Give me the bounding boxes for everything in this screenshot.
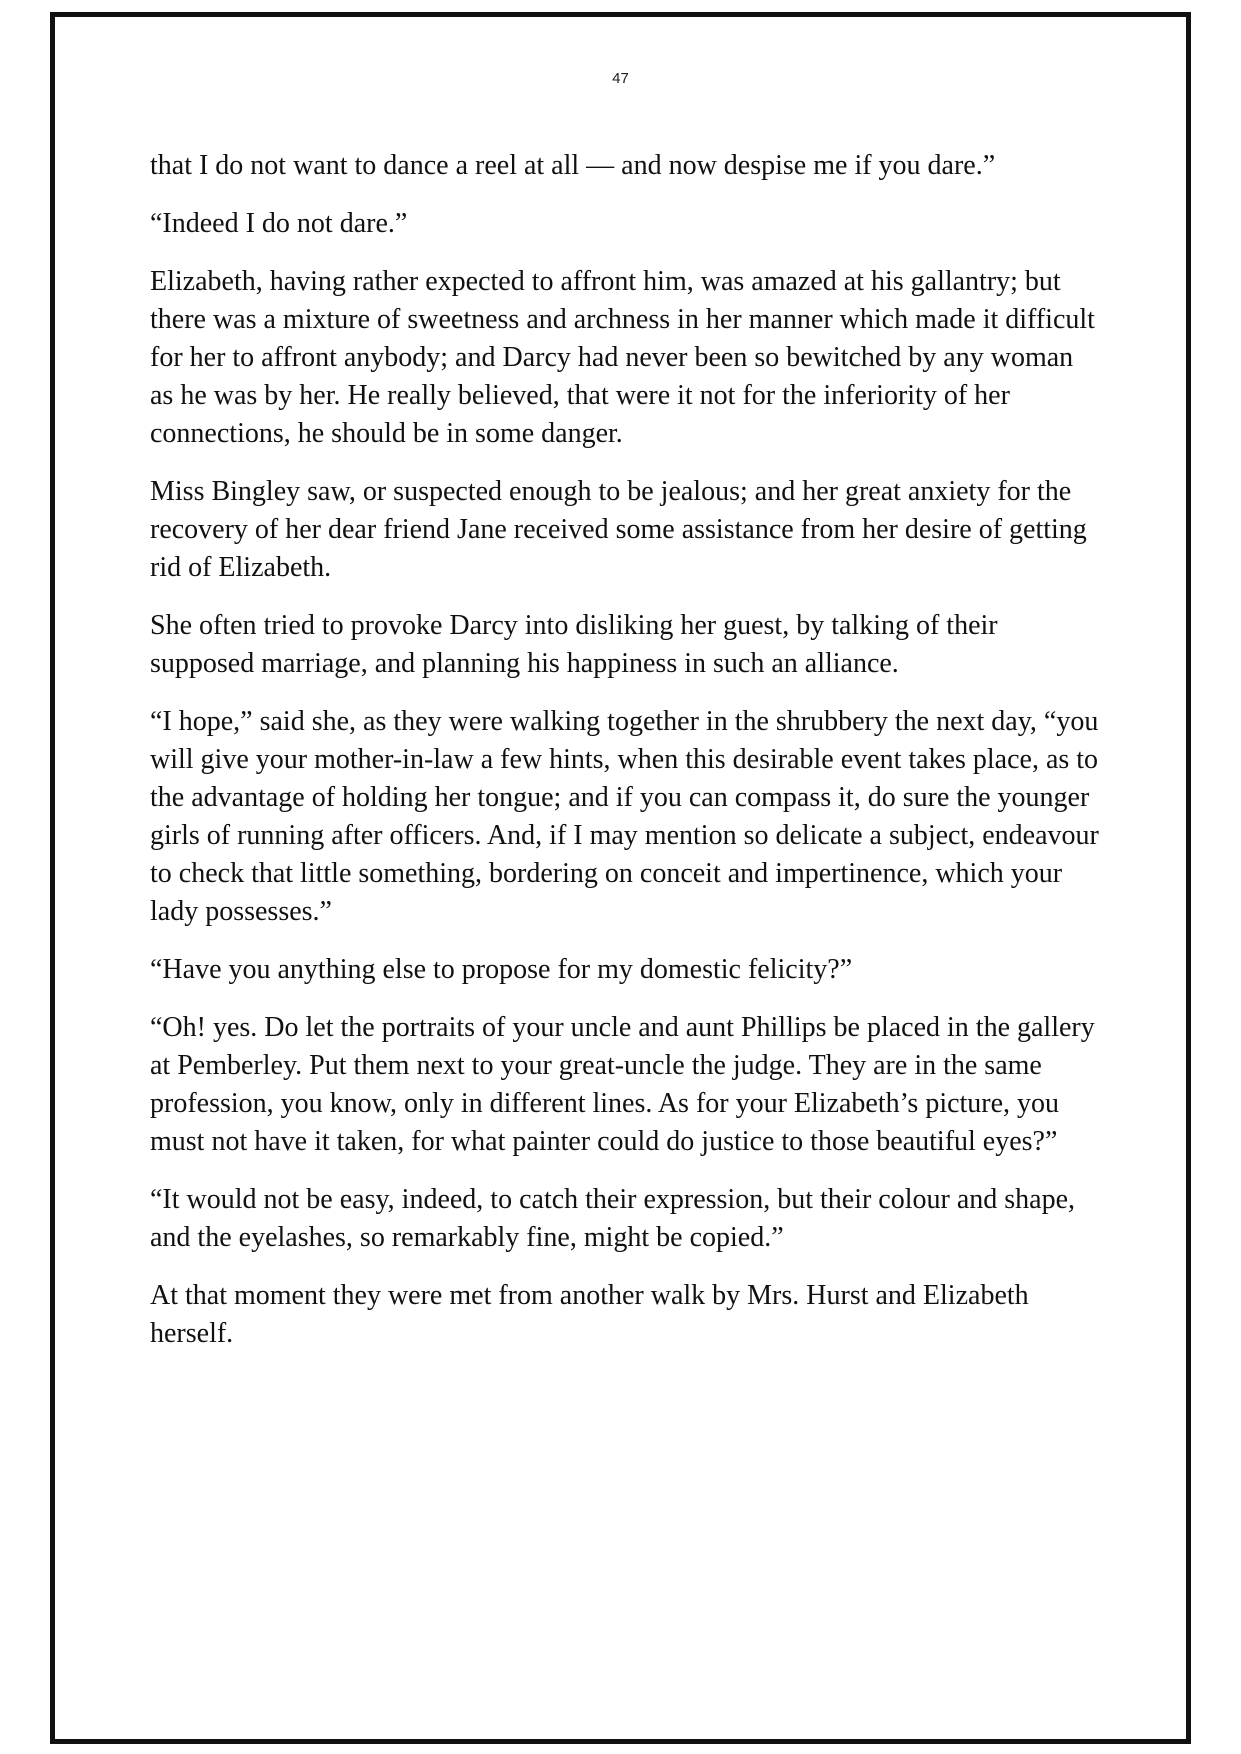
paragraph: “Indeed I do not dare.” <box>150 208 408 239</box>
paragraph: She often tried to provoke Darcy into disliking her guest, by talking of their supposed marriage, and planning his happiness in such an alliance. <box>150 610 998 679</box>
paragraph: “I hope,” said she, as they were walking together in the shrubbery the next day, “you will give your mother-in-law a few hints, when this desirable event takes place, as to the advantage of holding her tongue; and if you can compass it, do sure the younger girls of running after officers. And, if I may mention so delicate a subject, endeavour to check that little something, bordering on conceit and impertinence, which your lady possesses.” <box>150 706 1099 927</box>
body-text <box>150 147 1100 1373</box>
paragraph: Elizabeth, having rather expected to affront him, was amazed at his gallantry; but there was a mixture of sweetness and archness in her manner which made it difficult for her to affront anybody; and Darcy had never been so bewitched by any woman as he was by her. He really believed, that were it not for the inferiority of her connections, he should be in some danger. <box>150 266 1095 449</box>
paragraph: “It would not be easy, indeed, to catch their expression, but their colour and shape, and the eyelashes, so remarkably fine, might be copied.” <box>150 1184 1076 1253</box>
paragraph: At that moment they were met from another walk by Mrs. Hurst and Elizabeth herself. <box>150 1280 1029 1349</box>
paragraph: Miss Bingley saw, or suspected enough to be jealous; and her great anxiety for the recovery of her dear friend Jane received some assistance from her desire of getting rid of Elizabeth. <box>150 476 1087 583</box>
paragraph: that I do not want to dance a reel at all — and now despise me if you dare.” <box>150 150 996 181</box>
paragraph: “Have you anything else to propose for my domestic felicity?” <box>150 954 853 985</box>
page-number: 47 <box>612 70 629 87</box>
paragraph: “Oh! yes. Do let the portraits of your uncle and aunt Phillips be placed in the gallery at Pemberley. Put them next to your great-uncle the judge. They are in the same profession, you know, only in different lines. As for your Elizabeth’s picture, you must not have it taken, for what painter could do justice to those beautiful eyes?” <box>150 1012 1095 1157</box>
